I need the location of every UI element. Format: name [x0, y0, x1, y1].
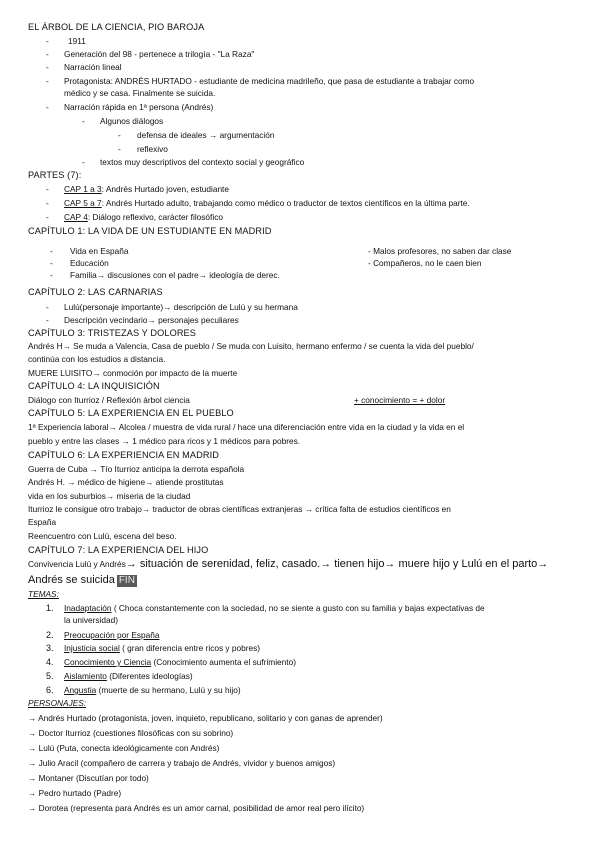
bullet-dash: - — [82, 116, 85, 126]
tema-item — [64, 657, 296, 668]
tema-link[interactable]: Preocupación por España — [64, 630, 160, 640]
protagonist-text: Protagonista: ANDRÉS HURTADO - estudiante de medicina madrileño, que pasa de estudiante a trabajar como — [64, 76, 475, 86]
chapter-6-heading: CAPÍTULO 6: LA EXPERIENCIA EN MADRID — [28, 450, 219, 460]
chapter-1-right-item: - Compañeros, no le caen bien — [368, 258, 482, 268]
bullet-dash: - — [46, 62, 49, 72]
chapter-6-text: Guerra de Cuba → Tío Iturrioz anticipa la derrota española — [28, 464, 245, 474]
tema-item-cont: la universidad) — [64, 615, 118, 625]
personaje-item: → Montaner (Discutían por todo) — [28, 773, 149, 783]
chapter-6-text: España — [28, 517, 57, 527]
chapter-5-heading: CAPÍTULO 5: LA EXPERIENCIA EN EL PUEBLO — [28, 408, 234, 418]
chapter-2-item: Lulú(personaje importante)→ descripción de Lulú y su hermana — [64, 302, 298, 312]
tema-link[interactable]: Inadaptación — [64, 603, 112, 613]
chapter-1-right-item: - Malos profesores, no saben dar clase — [368, 246, 512, 256]
personaje-item: → Lulú (Puta, conecta ideológicamente con Andrés) — [28, 743, 220, 753]
list-number: 5. — [46, 671, 54, 681]
part-2 — [64, 198, 470, 209]
part-1 — [64, 184, 229, 195]
part-3-link[interactable]: CAP 4 — [64, 212, 88, 222]
tema-text: (muerte de su hermano, Lulú y su hijo) — [96, 685, 241, 695]
chapter-7-ending-text: Andrés se suicida — [28, 574, 115, 586]
fast-narration-text: Narración rápida en 1ª persona (Andrés) — [64, 102, 214, 112]
bullet-dash: - — [82, 157, 85, 167]
chapter-7-ending — [28, 574, 137, 587]
tema-item — [64, 603, 485, 614]
personaje-item: → Andrés Hurtado (protagonista, joven, inquieto, republicano, solitario y con ganas de aprender) — [28, 713, 383, 723]
chapter-7-text — [28, 558, 548, 571]
tema-text: (Diferentes ideologías) — [106, 671, 193, 681]
bullet-dash: - — [46, 76, 49, 86]
generation-text: Generación del 98 - pertenece a trilogía - "La Raza" — [64, 49, 255, 59]
chapter-2-item: Descripción vecindario→ personajes peculiares — [64, 315, 239, 325]
tema-item — [64, 671, 193, 682]
chapter-3-text: Andrés H→ Se muda a Valencia, Casa de pueblo / Se muda con Luisito, hermano enfermo / se cuenta la vida del pueblo/ — [28, 341, 474, 351]
bullet-dash: - — [46, 102, 49, 112]
chapter-4-formula: + conocimiento = + dolor — [354, 395, 446, 405]
chapter-3-text: continúa con los estudios a distancia. — [28, 354, 166, 364]
chapter-5-text: pueblo y entre las clases → 1 médico para ricos y 1 médicos para pobres. — [28, 436, 301, 446]
bullet-dash: - — [50, 270, 53, 280]
tema-item — [64, 643, 260, 654]
tema-text: ( gran diferencia entre ricos y pobres) — [119, 643, 261, 653]
tema-link[interactable]: Injusticia social — [64, 643, 120, 653]
bullet-dash: - — [118, 130, 121, 140]
chapter-1-heading: CAPÍTULO 1: LA VIDA DE UN ESTUDIANTE EN MADRID — [28, 226, 272, 236]
chapter-7-text-large: → situación de serenidad, feliz, casado.→ tienen hijo→ muere hijo y Lulú en el parto→ — [125, 558, 549, 570]
chapter-5-text: 1ª Experiencia laboral→ Alcolea / muestra de vida rural / hace una diferenciación entre vida en la ciudad y la vida en el — [28, 422, 465, 432]
chapter-4-text: Diálogo con Iturrioz / Reflexión árbol ciencia — [28, 395, 190, 405]
bullet-dash: - — [46, 36, 49, 46]
chapter-6-text: Iturrioz le consigue otro trabajo→ traductor de obras científicas extranjeras → crítica falta de estudios científicos en — [28, 504, 451, 514]
reflexive-text: reflexivo — [137, 144, 168, 154]
personajes-heading: PERSONAJES: — [28, 698, 87, 708]
chapter-6-text: vida en los suburbios→ miseria de la ciudad — [28, 491, 191, 501]
personaje-item: → Doctor Iturrioz (cuestiones filosóficas con su sobrino) — [28, 728, 234, 738]
chapter-1-item: Familia→ discusiones con el padre→ ideología de derec. — [70, 270, 280, 280]
personaje-item: → Pedro hurtado (Padre) — [28, 788, 122, 798]
chapter-7-heading: CAPÍTULO 7: LA EXPERIENCIA DEL HIJO — [28, 545, 209, 555]
bullet-dash: - — [46, 302, 49, 312]
tema-text: (Conocimiento aumenta el sufrimiento) — [151, 657, 296, 667]
fin-badge: FIN — [118, 575, 135, 586]
chapter-7-text-small: Convivencia Lulú y Andrés — [28, 559, 126, 569]
bullet-dash: - — [46, 49, 49, 59]
bullet-dash: - — [118, 144, 121, 154]
tema-link[interactable]: Angustia — [64, 685, 97, 695]
chapter-1-item: Educación — [70, 258, 109, 268]
list-number: 1. — [46, 603, 54, 613]
tema-item — [64, 630, 159, 641]
bullet-dash: - — [46, 315, 49, 325]
list-number: 3. — [46, 643, 54, 653]
part-2-link[interactable]: CAP 5 a 7 — [64, 198, 102, 208]
personaje-item: → Dorotea (representa para Andrés es un amor carnal, posibilidad de amor real pero ilícito) — [28, 803, 365, 813]
temas-heading: TEMAS: — [28, 589, 59, 599]
chapter-6-text: Reencuentro con Lulú, escena del beso. — [28, 531, 177, 541]
document-title: EL ÁRBOL DE LA CIENCIA, PIO BAROJA — [28, 22, 205, 32]
chapter-4-heading: CAPÍTULO 4: LA INQUISICIÓN — [28, 381, 160, 391]
part-2-text: : Andrés Hurtado adulto, trabajando como médico o traductor de textos científicos en la última parte. — [101, 198, 470, 208]
chapter-3-text: MUERE LUISITO→ conmoción por impacto de la muerte — [28, 368, 238, 378]
bullet-dash: - — [50, 258, 53, 268]
list-number: 6. — [46, 685, 54, 695]
part-3 — [64, 212, 223, 223]
descriptive-text: textos muy descriptivos del contexto social y geográfico — [100, 157, 305, 167]
tema-text: ( Choca constantemente con la sociedad, no se siente a gusto con su familia y bajas expectativas de — [111, 603, 485, 613]
defense-text: defensa de ideales → argumentación — [137, 130, 275, 140]
part-3-text: : Diálogo reflexivo, carácter filosófico — [87, 212, 223, 222]
bullet-dash: - — [46, 198, 49, 208]
list-number: 4. — [46, 657, 54, 667]
list-number: 2. — [46, 630, 54, 640]
bullet-dash: - — [46, 184, 49, 194]
chapter-3-heading: CAPÍTULO 3: TRISTEZAS Y DOLORES — [28, 328, 197, 338]
bullet-dash: - — [46, 212, 49, 222]
parts-heading: PARTES (7): — [28, 170, 82, 180]
chapter-2-heading: CAPÍTULO 2: LAS CARNARIAS — [28, 287, 163, 297]
protagonist-text-cont: médico y se casa. Finalmente se suicida. — [64, 88, 216, 98]
personaje-item: → Julio Aracil (compañero de carrera y trabajo de Andrés, vividor y buenos amigos) — [28, 758, 336, 768]
narration-text: Narración lineal — [64, 62, 122, 72]
bullet-dash: - — [50, 246, 53, 256]
tema-link[interactable]: Aislamiento — [64, 671, 107, 681]
chapter-1-item: Vida en España — [70, 246, 129, 256]
tema-link[interactable]: Conocimiento y Ciencia — [64, 657, 152, 667]
part-1-text: : Andrés Hurtado joven, estudiante — [101, 184, 229, 194]
year-text: 1911 — [68, 36, 86, 46]
dialogues-text: Algunos diálogos — [100, 116, 164, 126]
tema-item — [64, 685, 241, 696]
chapter-6-text: Andrés H. → médico de higiene→ atiende prostitutas — [28, 477, 224, 487]
part-1-link[interactable]: CAP 1 a 3 — [64, 184, 102, 194]
